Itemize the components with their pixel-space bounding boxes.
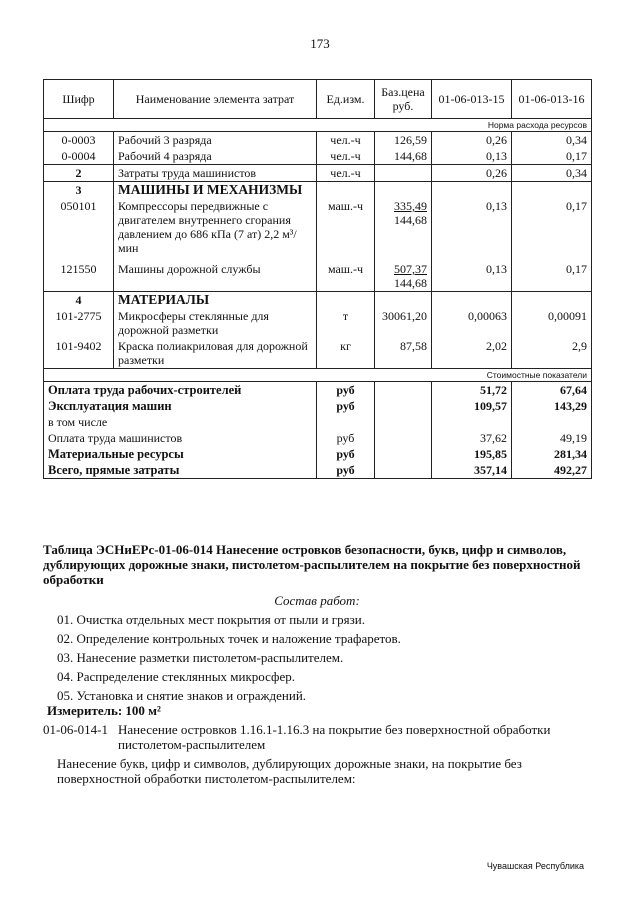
total-unit: руб bbox=[317, 430, 375, 446]
total-value-15: 37,62 bbox=[432, 430, 512, 446]
row-value-15: 2,02 bbox=[432, 338, 512, 369]
section-row bbox=[44, 182, 592, 199]
total-value-15: 195,85 bbox=[432, 446, 512, 462]
work-item: 03. Нанесение разметки пистолетом-распылителем. bbox=[57, 650, 344, 665]
row-value-16: 0,34 bbox=[512, 165, 592, 182]
total-value-15: 51,72 bbox=[432, 382, 512, 399]
table-row bbox=[44, 256, 592, 292]
row-code: 121550 bbox=[44, 256, 114, 292]
total-name: Эксплуатация машин bbox=[44, 398, 317, 414]
row-code: 0-0003 bbox=[44, 132, 114, 149]
table-row bbox=[44, 198, 592, 256]
work-item: 02. Определение контрольных точек и наложение трафаретов. bbox=[57, 631, 401, 646]
table-row bbox=[44, 165, 592, 182]
total-unit: руб bbox=[317, 462, 375, 479]
section-title: МАТЕРИАЛЫ bbox=[114, 292, 317, 309]
row-value-15: 0,13 bbox=[432, 148, 512, 165]
row-value-16: 0,17 bbox=[512, 198, 592, 256]
resource-table bbox=[43, 79, 592, 479]
header-unit: Ед.изм. bbox=[317, 80, 375, 119]
cost-band: Стоимостные показатели bbox=[44, 369, 592, 382]
total-value-16: 143,29 bbox=[512, 398, 592, 414]
row-name: Рабочий 4 разряда bbox=[114, 148, 317, 165]
row-value-15: 0,13 bbox=[432, 256, 512, 292]
row-code: 2 bbox=[44, 165, 114, 182]
note-text: Нанесение букв, цифр и символов, дублирующих дорожные знаки, на покрытие без поверхностной обработки пистолетом-распылителем: bbox=[57, 756, 522, 786]
total-name: Всего, прямые затраты bbox=[44, 462, 317, 479]
section-code: 3 bbox=[44, 182, 114, 199]
row-code: 101-9402 bbox=[44, 338, 114, 369]
row-price: 144,68 bbox=[375, 148, 432, 165]
header-name: Наименование элемента затрат bbox=[114, 80, 317, 119]
works-list bbox=[57, 610, 587, 705]
row-price: 30061,20 bbox=[375, 308, 432, 338]
row-value-15: 0,26 bbox=[432, 165, 512, 182]
row-name: Затраты труда машинистов bbox=[114, 165, 317, 182]
table-row bbox=[44, 132, 592, 149]
row-price bbox=[375, 256, 432, 292]
header-col-15: 01-06-013-15 bbox=[432, 80, 512, 119]
row-name: Микросферы стеклянные для дорожной разметки bbox=[114, 308, 317, 338]
total-row bbox=[44, 414, 592, 430]
row-price: 87,58 bbox=[375, 338, 432, 369]
total-name: в том числе bbox=[44, 414, 317, 430]
total-value-15: 357,14 bbox=[432, 462, 512, 479]
row-unit: кг bbox=[317, 338, 375, 369]
row-value-16: 0,34 bbox=[512, 132, 592, 149]
meter: Измеритель: 100 м² bbox=[47, 703, 161, 718]
total-row bbox=[44, 462, 592, 479]
row-value-16: 2,9 bbox=[512, 338, 592, 369]
row-code: 0-0004 bbox=[44, 148, 114, 165]
row-unit: чел.-ч bbox=[317, 165, 375, 182]
row-name: Машины дорожной службы bbox=[114, 256, 317, 292]
total-value-16: 49,19 bbox=[512, 430, 592, 446]
row-code: 101-2775 bbox=[44, 308, 114, 338]
price-labor: 144,68 bbox=[394, 276, 427, 290]
row-unit: маш.-ч bbox=[317, 256, 375, 292]
price-machine: 507,37 bbox=[394, 262, 427, 276]
row-code: 050101 bbox=[44, 198, 114, 256]
total-value-15: 109,57 bbox=[432, 398, 512, 414]
total-name: Материальные ресурсы bbox=[44, 446, 317, 462]
section-code: 4 bbox=[44, 292, 114, 309]
norm-band: Норма расхода ресурсов bbox=[44, 119, 592, 132]
row-unit: т bbox=[317, 308, 375, 338]
table-row bbox=[44, 308, 592, 338]
row-unit: чел.-ч bbox=[317, 148, 375, 165]
row-price bbox=[375, 165, 432, 182]
row-price: 126,59 bbox=[375, 132, 432, 149]
total-unit: руб bbox=[317, 398, 375, 414]
row-price bbox=[375, 198, 432, 256]
row-unit: маш.-ч bbox=[317, 198, 375, 256]
section-title: Таблица ЭСНиЕРс-01-06-014 Нанесение островков безопасности, букв, цифр и символов, дублирующих дорожные знаки, пистолетом-распылителем на покрытие без поверхностной обработки bbox=[43, 542, 581, 587]
row-name: Рабочий 3 разряда bbox=[114, 132, 317, 149]
total-row bbox=[44, 430, 592, 446]
header-price: Баз.цена руб. bbox=[375, 80, 432, 119]
table-row bbox=[44, 338, 592, 369]
work-item: 04. Распределение стеклянных микросфер. bbox=[57, 669, 295, 684]
total-unit: руб bbox=[317, 382, 375, 399]
row-value-15: 0,00063 bbox=[432, 308, 512, 338]
table-row bbox=[44, 148, 592, 165]
row-value-16: 0,17 bbox=[512, 148, 592, 165]
row-value-16: 0,00091 bbox=[512, 308, 592, 338]
row-value-15: 0,26 bbox=[432, 132, 512, 149]
total-unit: руб bbox=[317, 446, 375, 462]
section-title: МАШИНЫ И МЕХАНИЗМЫ bbox=[114, 182, 317, 199]
works-title: Состав работ: bbox=[274, 593, 360, 608]
total-name: Оплата труда машинистов bbox=[44, 430, 317, 446]
total-row bbox=[44, 382, 592, 399]
total-name: Оплата труда рабочих-строителей bbox=[44, 382, 317, 399]
total-value-16: 281,34 bbox=[512, 446, 592, 462]
row-unit: чел.-ч bbox=[317, 132, 375, 149]
total-value-16: 67,64 bbox=[512, 382, 592, 399]
header-col-16: 01-06-013-16 bbox=[512, 80, 592, 119]
table-header-row bbox=[44, 80, 592, 119]
section-row bbox=[44, 292, 592, 309]
footer-region: Чувашская Республика bbox=[486, 861, 584, 871]
price-machine: 335,49 bbox=[394, 199, 427, 213]
row-name: Компрессоры передвижные с двигателем внутреннего сгорания давлением до 686 кПа (7 ат) 2,2 м³/мин bbox=[114, 198, 317, 256]
row-value-15: 0,13 bbox=[432, 198, 512, 256]
work-item: 05. Установка и снятие знаков и ограждений. bbox=[57, 688, 307, 703]
row-value-16: 0,17 bbox=[512, 256, 592, 292]
total-value-16: 492,27 bbox=[512, 462, 592, 479]
total-row bbox=[44, 398, 592, 414]
work-item: 01. Очистка отдельных мест покрытия от пыли и грязи. bbox=[57, 612, 365, 627]
price-labor: 144,68 bbox=[394, 213, 427, 227]
total-row bbox=[44, 446, 592, 462]
item-code: 01-06-014-1 bbox=[43, 722, 108, 737]
row-name: Краска полиакриловая для дорожной разметки bbox=[114, 338, 317, 369]
header-code: Шифр bbox=[44, 80, 114, 119]
page-number: 173 bbox=[310, 36, 330, 51]
item-text: Нанесение островков 1.16.1-1.16.3 на покрытие без поверхностной обработки пистолетом-распылителем bbox=[118, 722, 551, 752]
